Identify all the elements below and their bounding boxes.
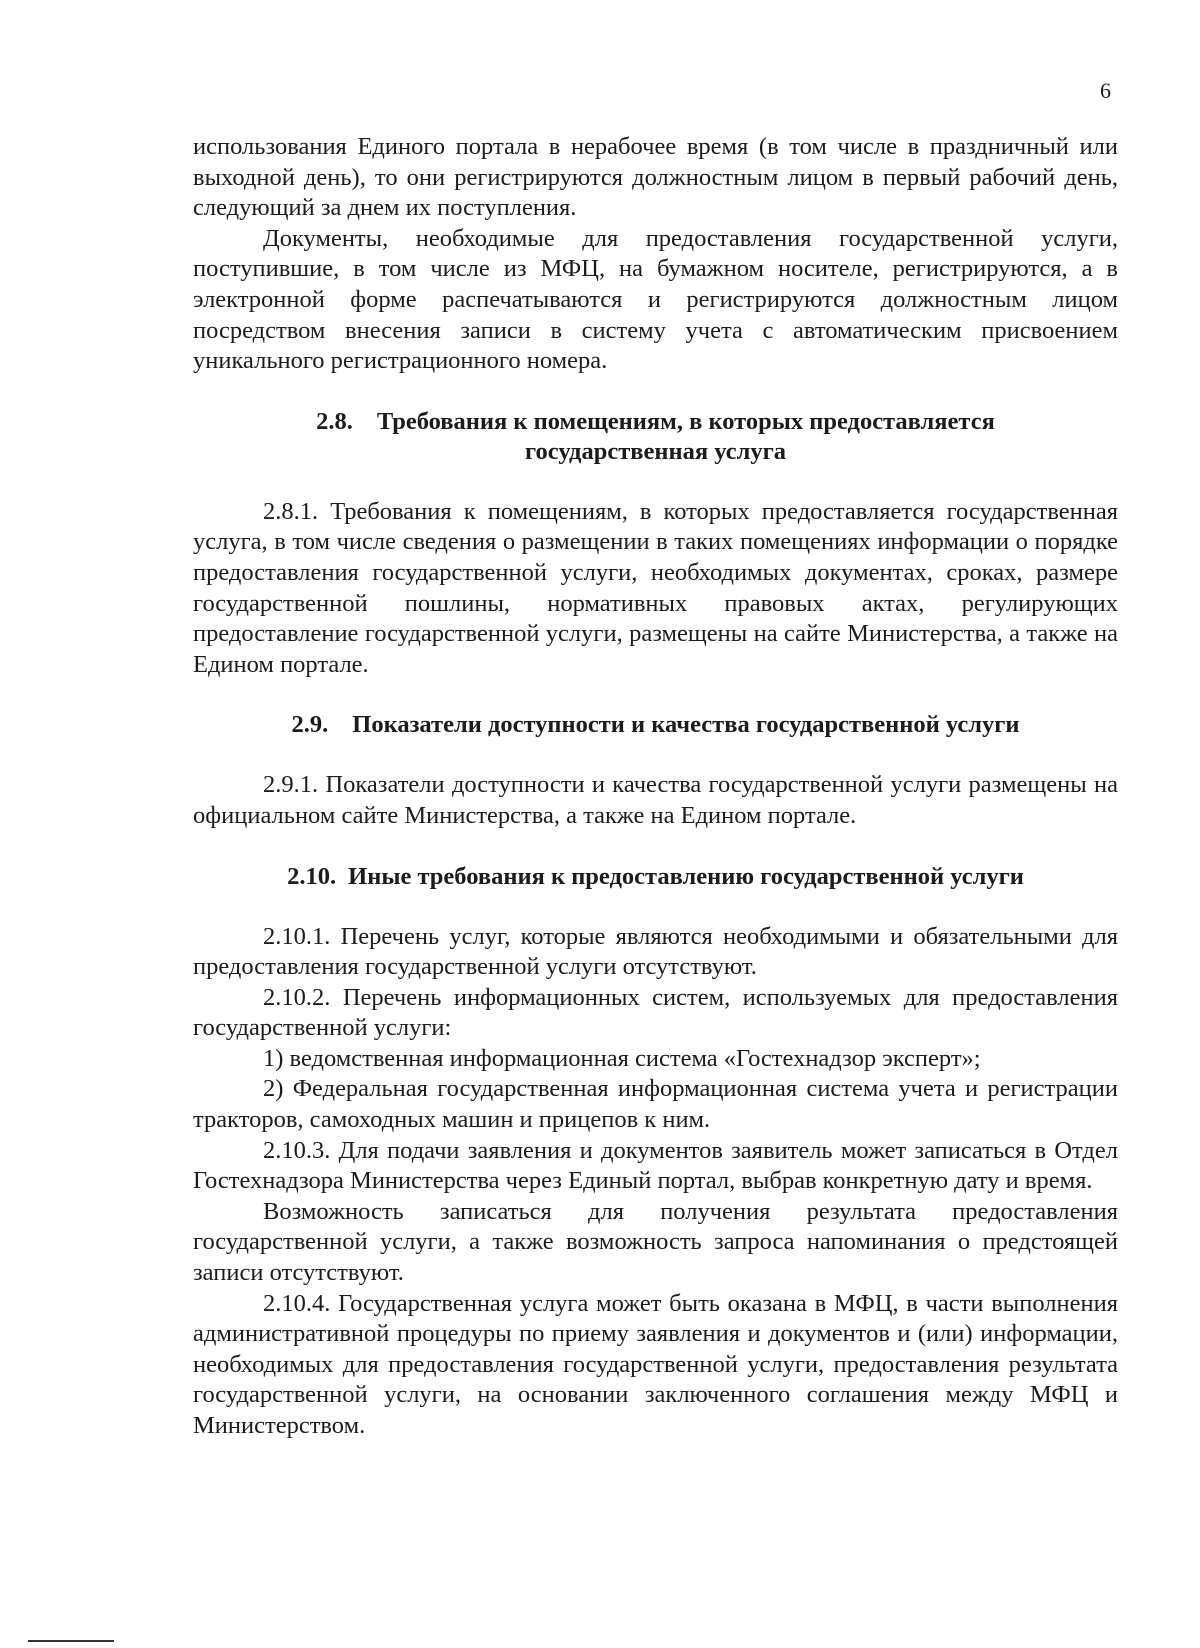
document-body [193,132,1118,1442]
section-number: 2.10. [287,862,337,890]
paragraph-2-9-1: 2.9.1. Показатели доступности и качества государственной услуги размещены на официальном сайте Министерства, а также на Едином портале. [193,771,1118,829]
paragraph-2-10-4: 2.10.4. Государственная услуга может быть оказана в МФЦ, в части выполнения административной процедуры по приему заявления и документов и (или) информации, необходимых для предоставления государственной услуги, предоставления результата государственной услуги, на основании заключенного соглашения между МФЦ и Министерством. [193,1289,1118,1439]
section-heading-2-8 [193,407,1118,467]
list-item-1: 1) ведомственная информационная система «Гостехнадзор эксперт»; [263,1044,981,1072]
section-title: Иные требования к предоставлению государственной услуги [348,862,1024,890]
section-title-line1: Требования к помещениям, в которых предоставляется [376,407,995,435]
paragraph-2-10-3: 2.10.3. Для подачи заявления и документов заявитель может записаться в Отдел Гостехнадзора Министерства через Единый портал, выбрав конкретную дату и время. [193,1136,1118,1195]
list-item-2: 2) Федеральная государственная информационная система учета и регистрации тракторов, самоходных машин и прицепов к ним. [193,1075,1118,1134]
page-number: 6 [1100,78,1111,103]
section-heading-2-10 [193,862,1118,892]
paragraph-2-10-2: 2.10.2. Перечень информационных систем, используемых для предоставления государственной услуги: [193,983,1118,1042]
paragraph-documents-registration: Документы, необходимые для предоставления государственной услуги, поступившие, в том числе из МФЦ, на бумажном носителе, регистрируются, а в электронной форме распечатываются и регистрируются должностным лицом посредством внесения записи в систему учета с автоматическим присвоением уникального регистрационного номера. [193,224,1118,375]
section-heading-2-9 [193,710,1118,740]
paragraph-booking-unavailable: Возможность записаться для получения результата предоставления государственной услуги, а также возможность запроса напоминания о предстоящей записи отсутствуют. [193,1197,1118,1287]
footnote-rule [28,1640,114,1642]
paragraph-2-10-1: 2.10.1. Перечень услуг, которые являются необходимыми и обязательными для предоставления государственной услуги отсутствуют. [193,922,1118,981]
paragraph-2-8-1: 2.8.1. Требования к помещениям, в которых предоставляется государственная услуга, в том числе сведения о размещении в таких помещениях информации о порядке предоставления государственной услуги, необходимых документах, сроках, размере государственной пошлины, нормативных правовых актах, регулирующих предоставление государственной услуги, размещены на сайте Министерства, а также на Едином портале. [193,497,1118,678]
paragraph-registration-continued: использования Единого портала в нерабочее время (в том числе в праздничный или выходной день), то они регистрируются должностным лицом в первый рабочий день, следующий за днем их поступления. [193,133,1118,222]
section-number: 2.9. [291,711,329,739]
section-title-line2: государственная услуга [525,437,786,465]
section-title: Показатели доступности и качества государственной услуги [352,711,1020,739]
section-number: 2.8. [316,407,353,435]
